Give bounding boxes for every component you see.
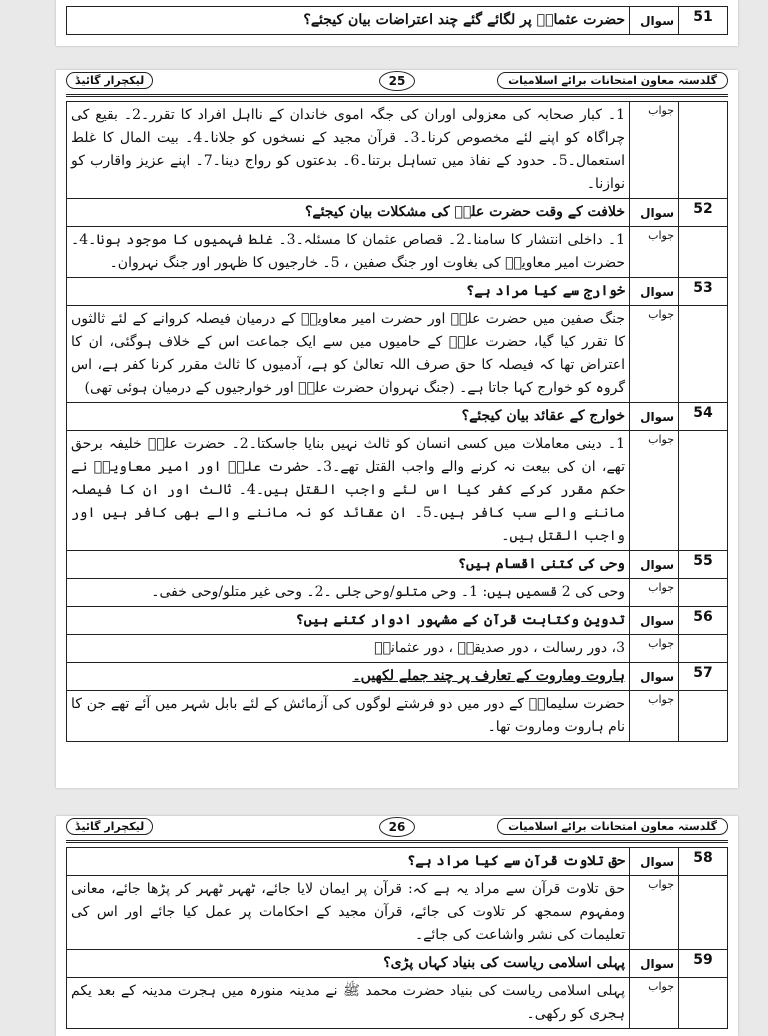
answer-text: وحی کی 2 قسمیں ہیں: 1۔ وحی متلو/وحی جلی ۔2۔ وحی غیر متلو/وحی خفی۔ bbox=[67, 579, 630, 607]
answer-text: جنگ صفین میں حضرت علیؓ اور حضرت امیر معاویہؓ کے درمیان فیصلہ کروانے کے لئے ثالثوں کا تقرر کیا گیا، حضرت علیؓ کے حامیوں میں سے ایک جماعت اس کے خلاف ہوگئی، ان کا اعتراض تھا کہ فیصلہ کا حق صرف اللہ تعالیٰ کو ہے، آدمیوں کا ثالث مقرر کرنا کفر ہے، اس گروہ کو خوارج کہا جاتا ہے۔ (جنگ نہروان حضرت علیؓ اور خوارجیوں کے درمیان ہوئی تھی) bbox=[67, 306, 630, 403]
number-cell bbox=[679, 579, 728, 607]
answer-label: جواب bbox=[630, 102, 679, 199]
answer-label: جواب bbox=[630, 431, 679, 551]
question-row bbox=[67, 551, 728, 579]
answer-text: حضرت سلیمانؑ کے دور میں دو فرشتے لوگوں کی آزمائش کے لئے بابل شہر میں آئے تھے جن کا نام ہاروت وماروت تھا۔ bbox=[67, 691, 630, 742]
question-text: ہاروت وماروت کے تعارف پر چند جملے لکھیں۔ bbox=[67, 663, 630, 691]
answer-text: 3، دور رسالت ، دور صدیقیؓ ، دور عثمانیؓ bbox=[67, 635, 630, 663]
question-text: خلافت کے وقت حضرت علیؓ کی مشکلات بیان کیجئے؟ bbox=[67, 199, 630, 227]
page-header bbox=[66, 816, 728, 843]
series-name: لیکچرار گائیڈ bbox=[66, 72, 153, 89]
number-cell bbox=[679, 691, 728, 742]
question-label: سوال bbox=[630, 278, 679, 306]
answer-row bbox=[67, 579, 728, 607]
number-cell bbox=[679, 227, 728, 278]
answer-row bbox=[67, 102, 728, 199]
question-number: 56 bbox=[679, 607, 728, 635]
qa-table bbox=[66, 101, 728, 742]
answer-row bbox=[67, 227, 728, 278]
question-number: 58 bbox=[679, 848, 728, 876]
answer-text: پہلی اسلامی ریاست کی بنیاد حضرت محمد ﷺ نے مدینہ منورہ میں ہجرت مدینہ کے بعد یکم ہجری کو رکھی۔ bbox=[67, 978, 630, 1029]
number-cell bbox=[679, 876, 728, 950]
question-label: سوال bbox=[630, 551, 679, 579]
question-label: سوال bbox=[630, 848, 679, 876]
number-cell bbox=[679, 102, 728, 199]
question-number: 52 bbox=[679, 199, 728, 227]
question-label: سوال bbox=[630, 199, 679, 227]
answer-text: 1۔ دینی معاملات میں کسی انسان کو ثالث نہیں بنایا جاسکتا۔2۔ حضرت علیؓ خلیفہ برحق تھے، ان کی بیعت نہ کرنے والے واجب القتل تھے۔3۔ حضرت علیؓ اور امیر معاویہؓ نے حکم مقرر کرکے کفر کیا اس لئے واجب القتل ہیں۔4۔ ثالث اور ان کا فیصلہ ماننے والے سب کافر ہیں۔5۔ ان عقائد کو نہ ماننے والے بھی کافر ہیں اور واجب القتل ہیں۔ bbox=[67, 431, 630, 551]
answer-row bbox=[67, 306, 728, 403]
question-label: سوال bbox=[630, 607, 679, 635]
question-number: 57 bbox=[679, 663, 728, 691]
previous-page-fragment bbox=[56, 0, 738, 46]
question-row bbox=[67, 663, 728, 691]
question-label: سوال bbox=[630, 663, 679, 691]
number-cell bbox=[679, 431, 728, 551]
answer-row bbox=[67, 691, 728, 742]
question-number: 54 bbox=[679, 403, 728, 431]
question-number: 53 bbox=[679, 278, 728, 306]
question-row bbox=[67, 950, 728, 978]
question-label: سوال bbox=[630, 7, 679, 35]
page-26 bbox=[56, 816, 738, 1036]
page-number: 26 bbox=[379, 817, 415, 837]
answer-label: جواب bbox=[630, 579, 679, 607]
question-label: سوال bbox=[630, 950, 679, 978]
answer-row bbox=[67, 876, 728, 950]
question-number: 51 bbox=[679, 7, 728, 35]
question-text: وحی کی کتنی اقسام ہیں؟ bbox=[67, 551, 630, 579]
question-row bbox=[67, 199, 728, 227]
number-cell bbox=[679, 635, 728, 663]
answer-label: جواب bbox=[630, 978, 679, 1029]
answer-label: جواب bbox=[630, 876, 679, 950]
page-number: 25 bbox=[379, 71, 415, 91]
question-row bbox=[67, 607, 728, 635]
book-title: گلدستہ معاون امتحانات برائے اسلامیات bbox=[497, 818, 728, 835]
answer-text: 1۔ کبار صحابہ کی معزولی اوران کی جگہ اموی خاندان کے نااہل افراد کا تقرر۔2۔ بقیع کی چراگاہ کو اپنے لئے مخصوص کرنا۔3۔ قرآن مجید کے نسخوں کو جلانا۔4۔ بیت المال کا غلط استعمال۔5۔ حدود کے نفاذ میں تساہل برتنا۔6۔ بدعتوں کو رواج دینا۔7۔ اپنے عزیز واقارب کو نوازنا۔ bbox=[67, 102, 630, 199]
question-number: 55 bbox=[679, 551, 728, 579]
number-cell bbox=[679, 978, 728, 1029]
qa-table bbox=[66, 847, 728, 1029]
question-row bbox=[67, 278, 728, 306]
question-text: تدوین وکتابت قرآن کے مشہور ادوار کتنے ہیں؟ bbox=[67, 607, 630, 635]
number-cell bbox=[679, 306, 728, 403]
answer-row bbox=[67, 978, 728, 1029]
question-row bbox=[67, 848, 728, 876]
answer-row bbox=[67, 431, 728, 551]
question-text: حضرت عثمانؓ پر لگائے گئے چند اعتراضات بیان کیجئے؟ bbox=[67, 7, 630, 35]
question-label: سوال bbox=[630, 403, 679, 431]
page-25 bbox=[56, 70, 738, 788]
question-number: 59 bbox=[679, 950, 728, 978]
question-text: پہلی اسلامی ریاست کی بنیاد کہاں پڑی؟ bbox=[67, 950, 630, 978]
answer-text: 1۔ داخلی انتشار کا سامنا۔2۔ قصاص عثمان کا مسئلہ۔3۔ غلط فہمیوں کا موجود ہونا۔4۔ حضرت امیر معاویہؓ کی بغاوت اور جنگ صفین ، 5۔ خارجیوں کا ظہور اور جنگ نہروان۔ bbox=[67, 227, 630, 278]
answer-label: جواب bbox=[630, 691, 679, 742]
book-title: گلدستہ معاون امتحانات برائے اسلامیات bbox=[497, 72, 728, 89]
question-text: خوارج سے کیا مراد ہے؟ bbox=[67, 278, 630, 306]
qa-table-top bbox=[66, 6, 728, 35]
page-header bbox=[66, 70, 728, 97]
answer-label: جواب bbox=[630, 306, 679, 403]
series-name: لیکچرار گائیڈ bbox=[66, 818, 153, 835]
answer-label: جواب bbox=[630, 227, 679, 278]
answer-label: جواب bbox=[630, 635, 679, 663]
question-row-51 bbox=[67, 7, 728, 35]
question-text: حق تلاوت قرآن سے کیا مراد ہے؟ bbox=[67, 848, 630, 876]
question-row bbox=[67, 403, 728, 431]
answer-row bbox=[67, 635, 728, 663]
answer-text: حق تلاوت قرآن سے مراد یہ ہے کہ: قرآن پر ایمان لایا جائے، ٹھہر ٹھہر کر پڑھا جائے، معانی ومفہوم سمجھ کر تلاوت کی جائے، قرآن مجید کے احکامات پر عمل کیا جائے اور اس کی تعلیمات کی نشر واشاعت کی جائے۔ bbox=[67, 876, 630, 950]
question-text: خوارج کے عقائد بیان کیجئے؟ bbox=[67, 403, 630, 431]
